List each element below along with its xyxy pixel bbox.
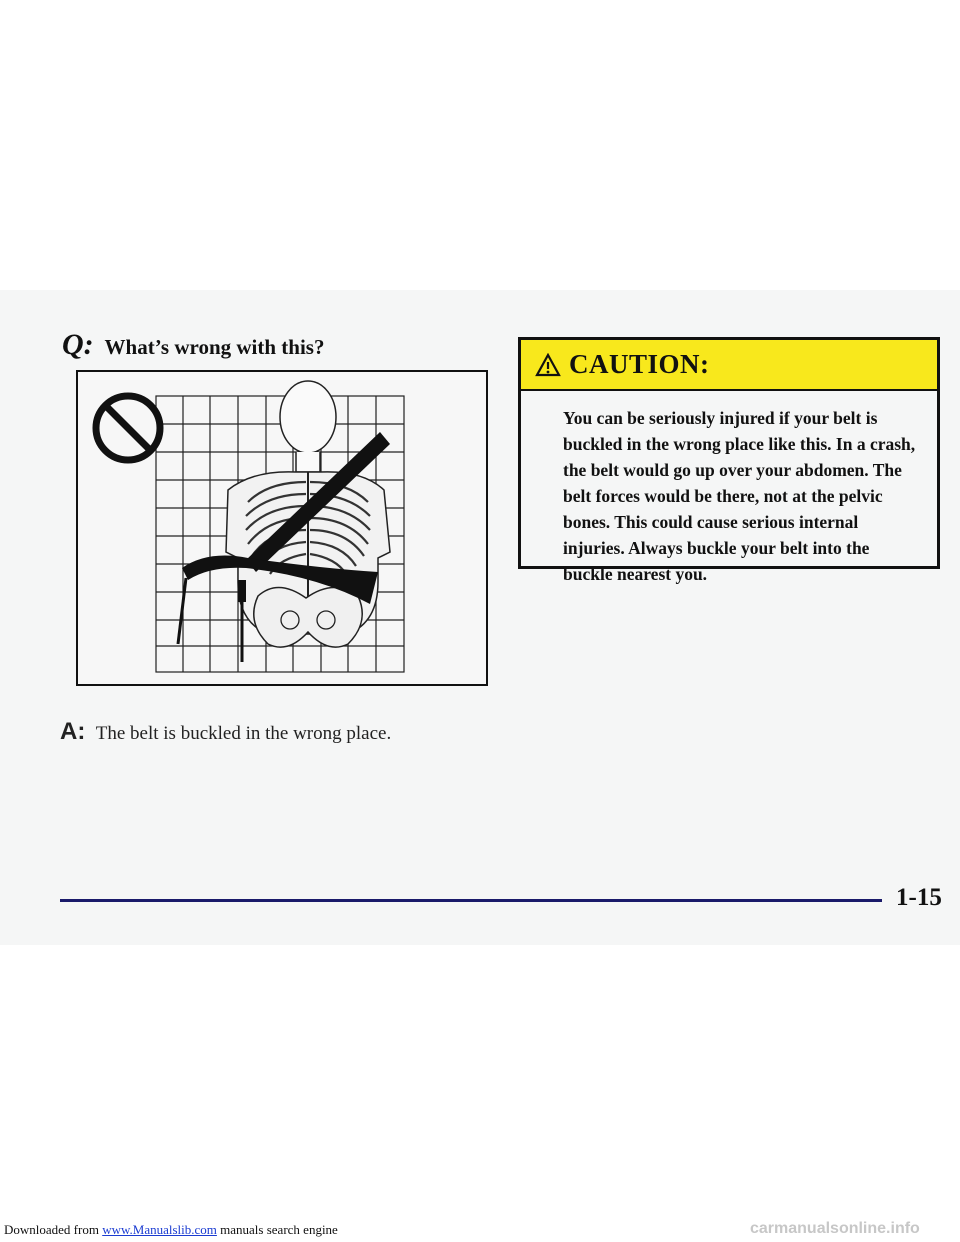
prohibited-icon <box>96 396 160 460</box>
caution-box <box>518 337 940 584</box>
question-label: Q: <box>62 328 94 361</box>
seatbelt-illustration <box>76 370 488 686</box>
skeleton-belt-figure <box>78 372 486 684</box>
download-suffix: manuals search engine <box>220 1222 338 1237</box>
warning-triangle-icon <box>535 353 561 377</box>
page-number: 1-15 <box>896 884 942 911</box>
answer-text: The belt is buckled in the wrong place. <box>95 723 392 744</box>
question-text: What’s wrong with this? <box>104 335 325 359</box>
answer <box>60 718 391 746</box>
caution-header <box>521 340 937 391</box>
download-prefix: Downloaded from <box>4 1222 99 1237</box>
caution-body: You can be seriously injured if your belt is buckled in the wrong place like this. In a crash, the belt would go up over your abdomen. The belt forces would be there, not at the pelvic bones. This could cause serious internal injuries. Always buckle your belt into the buckle nearest you. <box>563 408 916 584</box>
watermark: carmanualsonline.info <box>750 1220 920 1237</box>
answer-label: A: <box>60 718 86 745</box>
download-credit <box>4 1222 338 1238</box>
manualslib-link[interactable]: www.Manualslib.com <box>102 1222 217 1237</box>
caution-title: CAUTION: <box>569 349 710 379</box>
footer-rule <box>60 899 882 902</box>
question <box>62 328 324 362</box>
